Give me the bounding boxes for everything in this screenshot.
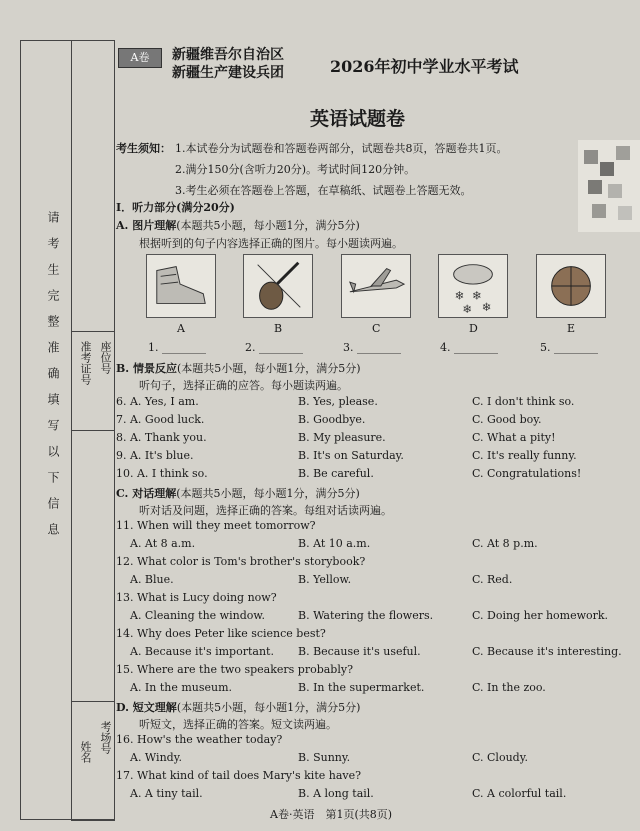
option-c: C. Congratulations! (472, 467, 582, 480)
exam-title: 2026年初中学业水平考试 (330, 57, 519, 76)
picture-label: A (177, 322, 185, 335)
instruction-item: 3.考生必须在答题卷上答题，在草稿纸、试题卷上答题无效。 (175, 184, 472, 197)
part-a-instruction: 根据听到的句子内容选择正确的图片。每小题读两遍。 (139, 237, 403, 250)
name-label: 姓名 (79, 741, 92, 763)
option-c: C. Good boy. (472, 413, 542, 426)
question-text: 17. What kind of tail does Mary's kite have? (116, 769, 362, 782)
question-text: 11. When will they meet tomorrow? (116, 519, 316, 532)
instruction-item: 2.满分150分(含听力20分)。考试时间120分钟。 (175, 163, 416, 176)
binding-notice: 请考生完整准确填写以下信息 (46, 211, 60, 549)
option-c: C. What a pity! (472, 431, 556, 444)
violin-icon (243, 254, 313, 318)
picture-label: C (372, 322, 381, 335)
option-b: B. Yes, please. (298, 395, 378, 408)
option-b: B. Watering the flowers. (298, 609, 434, 622)
seat-no-label: 座位号 (99, 341, 112, 374)
sneaker-icon (146, 254, 216, 318)
part-a-heading (116, 217, 360, 233)
airplane-icon (341, 254, 411, 318)
svg-text:❄: ❄ (472, 288, 482, 303)
option-a: A. Windy. (130, 751, 182, 764)
part-a-note: (本题共5小题，每小题1分，满分5分) (176, 219, 360, 232)
part-d-instruction: 听短文，选择正确的答案。短文读两遍。 (139, 718, 337, 731)
option-b: B. Goodbye. (298, 413, 366, 426)
part-c-note: (本题共5小题，每小题1分，满分5分) (176, 487, 360, 500)
option-b: B. In the supermarket. (298, 681, 425, 694)
option-b: B. Yellow. (298, 573, 352, 586)
option-a: A. A tiny tail. (130, 787, 203, 800)
question-text: 16. How's the weather today? (116, 733, 283, 746)
option-a: A. In the museum. (130, 681, 233, 694)
option-b: B. At 10 a.m. (298, 537, 371, 550)
option-c: C. It's really funny. (472, 449, 577, 462)
option-a: 6. A. Yes, I am. (116, 395, 199, 408)
option-a: 7. A. Good luck. (116, 413, 205, 426)
exam-no-label: 准考证号 (79, 341, 92, 385)
page-title: 英语试题卷 (310, 108, 406, 130)
part-d-heading (116, 699, 360, 715)
answer-blank: 1. ________ (148, 341, 206, 354)
option-a: A. Cleaning the window. (130, 609, 265, 622)
answer-blank: 5. ________ (540, 341, 598, 354)
region-line-2: 新疆生产建设兵团 (172, 65, 284, 81)
section-heading: Ⅰ．听力部分(满分20分) (116, 201, 235, 214)
option-b: B. Be careful. (298, 467, 374, 480)
option-a: A. Because it's important. (130, 645, 274, 658)
part-b-heading (116, 360, 361, 376)
option-a: A. Blue. (130, 573, 174, 586)
option-c: C. Because it's interesting. (472, 645, 622, 658)
option-c: C. A colorful tail. (472, 787, 567, 800)
basketball-icon (536, 254, 606, 318)
picture-label: E (567, 322, 576, 335)
instruction-item: 1.本试卷分为试题卷和答题卷两部分，试题卷共8页，答题卷共1页。 (175, 142, 508, 155)
question-text: 13. What is Lucy doing now? (116, 591, 277, 604)
part-d-title: D. 短文理解 (116, 701, 177, 714)
option-b: B. Because it's useful. (298, 645, 421, 658)
svg-text:❄: ❄ (481, 300, 492, 315)
question-text: 14. Why does Peter like science best? (116, 627, 326, 640)
option-a: 8. A. Thank you. (116, 431, 207, 444)
question-text: 12. What color is Tom's brother's storybook? (116, 555, 366, 568)
part-a-title: A. 图片理解 (116, 219, 177, 232)
room-label: 考场号 (99, 721, 112, 754)
option-c: C. At 8 p.m. (472, 537, 538, 550)
option-b: B. My pleasure. (298, 431, 386, 444)
option-c: C. I don't think so. (472, 395, 575, 408)
option-a: 9. A. It's blue. (116, 449, 194, 462)
snow-cloud-icon (438, 254, 508, 318)
page-footer: A卷·英语 第1页(共8页) (270, 808, 393, 821)
option-c: C. Cloudy. (472, 751, 528, 764)
option-c: C. Doing her homework. (472, 609, 609, 622)
region-line-1: 新疆维吾尔自治区 (172, 47, 284, 63)
option-a: 10. A. I think so. (116, 467, 208, 480)
part-c-instruction: 听对话及问题，选择正确的答案。每组对话读两遍。 (139, 504, 392, 517)
part-b-note: (本题共5小题，每小题1分，满分5分) (176, 362, 361, 375)
part-c-heading (116, 485, 360, 501)
option-a: A. At 8 a.m. (130, 537, 196, 550)
option-c: C. In the zoo. (472, 681, 546, 694)
blurred-code-icon (578, 140, 640, 232)
part-b-instruction: 听句子，选择正确的应答。每小题读两遍。 (139, 379, 348, 392)
answer-blank: 3. ________ (343, 341, 401, 354)
option-b: B. A long tail. (298, 787, 374, 800)
answer-blank: 4. ________ (440, 341, 498, 354)
option-c: C. Red. (472, 573, 513, 586)
paper-badge: A卷 (118, 48, 162, 68)
answer-blank: 2. ________ (245, 341, 303, 354)
svg-text:❄: ❄ (462, 302, 473, 317)
svg-text:❄: ❄ (454, 288, 465, 303)
picture-label: B (274, 322, 283, 335)
instructions-label: 考生须知： (116, 142, 171, 155)
part-b-title: B. 情景反应 (116, 362, 177, 375)
binding-strip (20, 40, 115, 820)
option-b: B. Sunny. (298, 751, 351, 764)
question-text: 15. Where are the two speakers probably? (116, 663, 353, 676)
part-d-note: (本题共5小题，每小题1分，满分5分) (176, 701, 361, 714)
option-b: B. It's on Saturday. (298, 449, 404, 462)
part-c-title: C. 对话理解 (116, 487, 177, 500)
picture-label: D (469, 322, 478, 335)
